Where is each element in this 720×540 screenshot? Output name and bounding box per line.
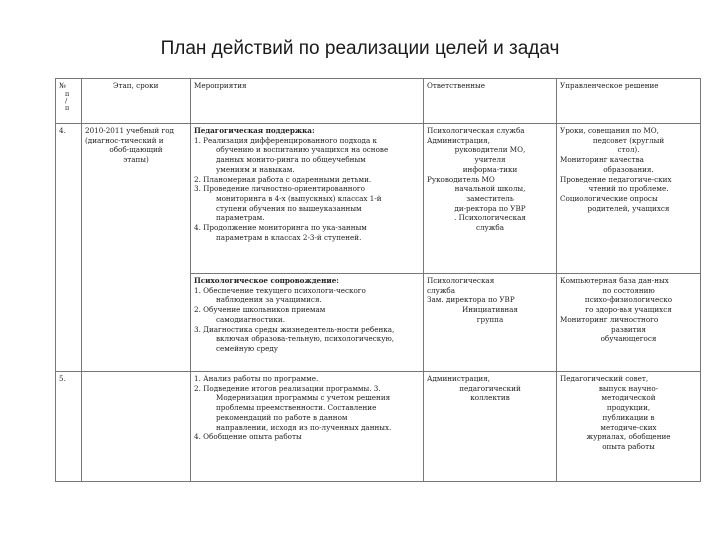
row-responsible: Психологическая служба Администрация, руководители МО, учителя информа-тики Руководитель МО начальной школы, заместитель ди-ректора по УВР . Психологическая служба xyxy=(424,124,557,274)
row-activities: 1. Анализ работы по программе. 2. Подведение итогов реализации программы. 3. Модернизация программы с учетом решения проблемы преемственности. Составление рекомендаций по работе в данном направлении, исходя из по-лученных данных. 4. Обобщение опыта работы xyxy=(191,372,424,482)
row-decision: Уроки, совещания по МО, педсовет (круглый стол). Мониторинг качества образования. Проведение педагогиче-ских чтений по проблеме. Социологические опросы родителей, учащихся xyxy=(557,124,701,274)
row-activities: Психологическое сопровождение: 1. Обеспечение текущего психологи-ческого наблюдения за учащимися. 2. Обучение школьников приемам самодиагностики. 3. Диагностика среды жизнедеятель-ности ребенка, включая образова-тельную, психологическую, семейную среду xyxy=(191,274,424,372)
table-row xyxy=(56,372,701,482)
row-activities: Педагогическая поддержка: 1. Реализация дифференцированного подхода к обучению и воспитанию учащихся на основе данных монито-ринга по общеучебным умениям и навыкам. 2. Планомерная работа с одаренными детьми. 3. Проведение личностно-ориентированного мониторинга в 4-х (выпускных) классах 1-й ступени обучения по вышеуказанным параметрам. 4. Продолжение мониторинга по ука-занным параметрам в классах 2-3-й ступеней. xyxy=(191,124,424,274)
row-num: 4. xyxy=(56,124,82,372)
row-responsible: Психологическая служба Зам. директора по УВР Инициативная группа xyxy=(424,274,557,372)
table-header-row xyxy=(56,79,701,124)
header-num: № xyxy=(56,79,82,124)
row-decision: Педагогический совет, выпуск научно- методической продукции, публикации в методиче-ских журналах, обобщение опыта работы xyxy=(557,372,701,482)
header-np: п / п xyxy=(65,89,70,112)
plan-table xyxy=(55,78,701,482)
header-decision: Управленческое решение xyxy=(557,79,701,124)
header-stage: Этап, сроки п / п xyxy=(82,79,191,124)
row-stage xyxy=(82,372,191,482)
header-activities: Мероприятия xyxy=(191,79,424,124)
table-row xyxy=(56,124,701,274)
row-decision: Компьютерная база дан-ных по состоянию психо-физиологическо го здоро-вья учащихся Мониторинг личностного развития обучающегося xyxy=(557,274,701,372)
row-responsible: Администрация, педагогический коллектив xyxy=(424,372,557,482)
page-title: План действий по реализации целей и задач xyxy=(160,38,560,59)
row-stage: 2010-2011 учебный год (диагнос-тический и обоб-щающий этапы) xyxy=(82,124,191,372)
header-responsible: Ответственные xyxy=(424,79,557,124)
row-num: 5. xyxy=(56,372,82,482)
